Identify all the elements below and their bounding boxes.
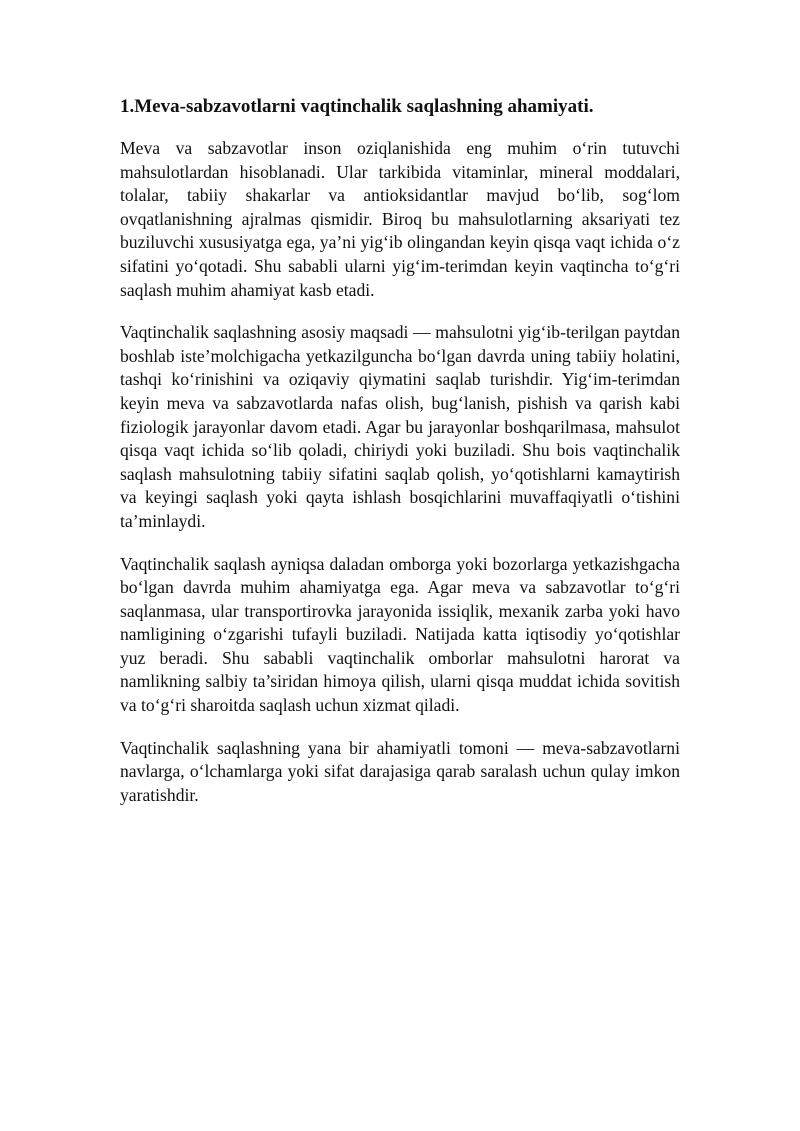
paragraph-1: Meva va sabzavotlar inson oziqlanishida eng muhim o‘rin tutuvchi mahsulotlardan hisoblanadi. Ular tarkibida vitaminlar, mineral moddalari, tolalar, tabiiy shakarlar va antioksidantlar mavjud bo‘lib, sog‘lom ovqatlanishning ajralmas qismidir. Biroq bu mahsulotlarning aksariyati tez buziluvchi xususiyatga ega, ya’ni yig‘ib olingandan keyin qisqa vaqt ichida o‘z sifatini yo‘qotadi. Shu sababli ularni yig‘im-terimdan keyin vaqtincha to‘g‘ri saqlash muhim ahamiyat kasb etadi. — [120, 138, 680, 300]
paragraph-4: Vaqtinchalik saqlashning yana bir ahamiyatli tomoni — meva-sabzavotlarni navlarga, o‘lchamlarga yoki sifat darajasiga qarab saralash uchun qulay imkon yaratishdir. — [120, 737, 680, 805]
section-heading: 1.Meva-sabzavotlarni vaqtinchalik saqlashning ahamiyati. — [120, 96, 594, 117]
paragraph-3: Vaqtinchalik saqlash ayniqsa daladan omborga yoki bozorlarga yetkazishgacha bo‘lgan davrda muhim ahamiyatga ega. Agar meva va sabzavotlar to‘g‘ri saqlanmasa, ular transportirovka jarayonida issiqlik, mexanik zarba yoki havo namligining o‘zgarishi tufayli buziladi. Natijada katta iqtisodiy yo‘qotishlar yuz beradi. Shu sababli vaqtinchalik omborlar mahsulotni harorat va namlikning salbiy ta’siridan himoya qilish, ularni qisqa muddat ichida sovitish va to‘g‘ri sharoitda saqlash uchun xizmat qiladi. — [120, 553, 680, 716]
document-page — [120, 95, 680, 826]
paragraph-2: Vaqtinchalik saqlashning asosiy maqsadi — mahsulotni yig‘ib-terilgan paytdan boshlab iste’molchigacha yetkazilguncha bo‘lgan davrda uning tabiiy holatini, tashqi ko‘rinishini va oziqaviy qiymatini saqlab turishdir. Yig‘im-terimdan keyin meva va sabzavotlarda nafas olish, bug‘lanish, pishish va qarish kabi fiziologik jarayonlar davom etadi. Agar bu jarayonlar boshqarilmasa, mahsulot qisqa vaqt ichida so‘lib qoladi, chiriydi yoki buziladi. Shu bois vaqtinchalik saqlash mahsulotning tabiiy sifatini saqlab qolish, yo‘qotishlarni kamaytirish va keyingi saqlash yoki qayta ishlash bosqichlarini muvaffaqiyatli o‘tishini ta’minlaydi. — [120, 322, 680, 531]
